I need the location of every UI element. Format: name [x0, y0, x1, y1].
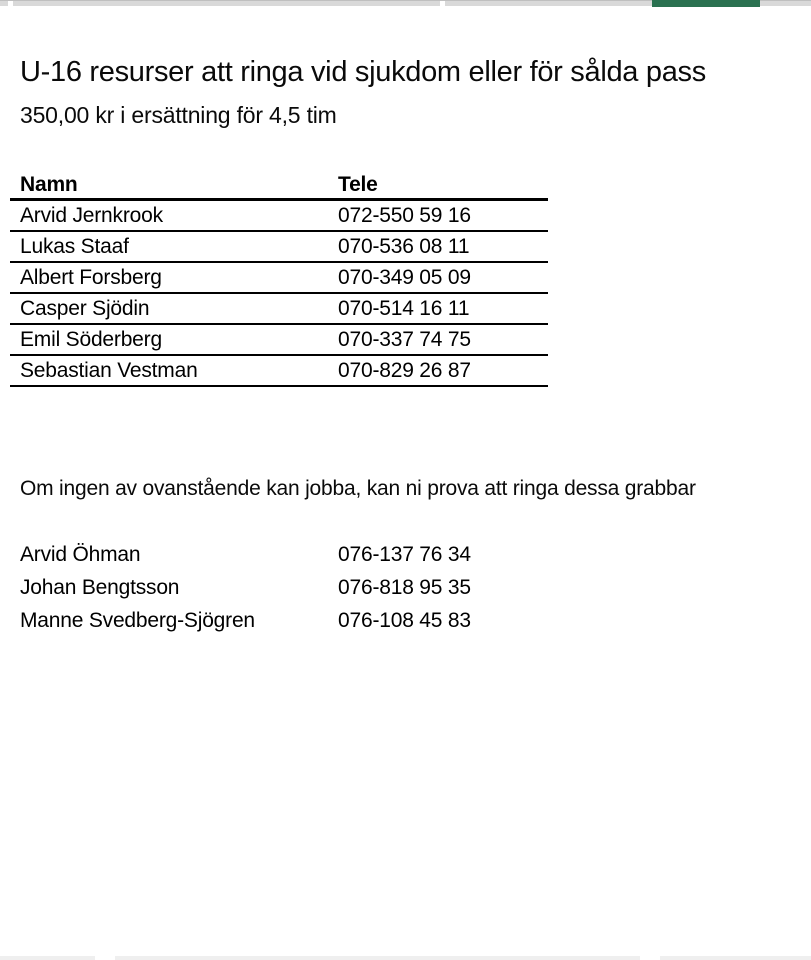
- contact-name: Emil Söderberg: [20, 327, 162, 351]
- table-row: [10, 201, 548, 232]
- contact-name: Casper Sjödin: [20, 296, 150, 320]
- table-row: [10, 263, 548, 294]
- page-subtitle: 350,00 kr i ersättning för 4,5 tim: [20, 102, 337, 128]
- contact-name: Lukas Staaf: [20, 234, 129, 258]
- contact-phone: 076-137 76 34: [338, 542, 471, 566]
- contact-phone: 070-536 08 11: [338, 234, 470, 258]
- fallback-note: Om ingen av ovanstående kan jobba, kan ni prova att ringa dessa grabbar: [20, 477, 696, 500]
- table-row: [10, 232, 548, 263]
- contact-phone: 070-349 05 09: [338, 265, 471, 289]
- contact-name: Arvid Jernkrook: [20, 203, 163, 227]
- page-title: U-16 resurser att ringa vid sjukdom eller för sålda pass: [20, 56, 706, 88]
- contact-phone: 070-337 74 75: [338, 327, 471, 351]
- backup-contact-list: [20, 538, 548, 637]
- table-row: [10, 294, 548, 325]
- contact-phone: 076-818 95 35: [338, 575, 471, 599]
- contact-name: Sebastian Vestman: [20, 358, 198, 382]
- list-item: [20, 604, 548, 637]
- contact-name: Manne Svedberg-Sjögren: [20, 608, 255, 632]
- contact-table: [10, 172, 548, 387]
- contact-name: Arvid Öhman: [20, 542, 141, 566]
- list-item: [20, 538, 548, 571]
- column-divider: [8, 1, 13, 8]
- bottom-edge-segment: [115, 956, 640, 960]
- contact-phone: 072-550 59 16: [338, 203, 471, 227]
- contact-name: Albert Forsberg: [20, 265, 162, 289]
- table-row: [10, 356, 548, 387]
- list-item: [20, 571, 548, 604]
- table-header-row: [10, 172, 548, 201]
- green-accent-bar: [652, 0, 760, 7]
- contact-phone: 070-514 16 11: [338, 296, 470, 320]
- contact-phone: 070-829 26 87: [338, 358, 471, 382]
- bottom-edge-bar: [0, 956, 811, 960]
- column-header-tele: Tele: [338, 173, 378, 196]
- column-divider: [440, 1, 445, 8]
- bottom-edge-segment: [0, 956, 95, 960]
- column-header-name: Namn: [20, 173, 78, 196]
- table-row: [10, 325, 548, 356]
- contact-phone: 076-108 45 83: [338, 608, 471, 632]
- contact-name: Johan Bengtsson: [20, 575, 180, 599]
- bottom-edge-segment: [660, 956, 811, 960]
